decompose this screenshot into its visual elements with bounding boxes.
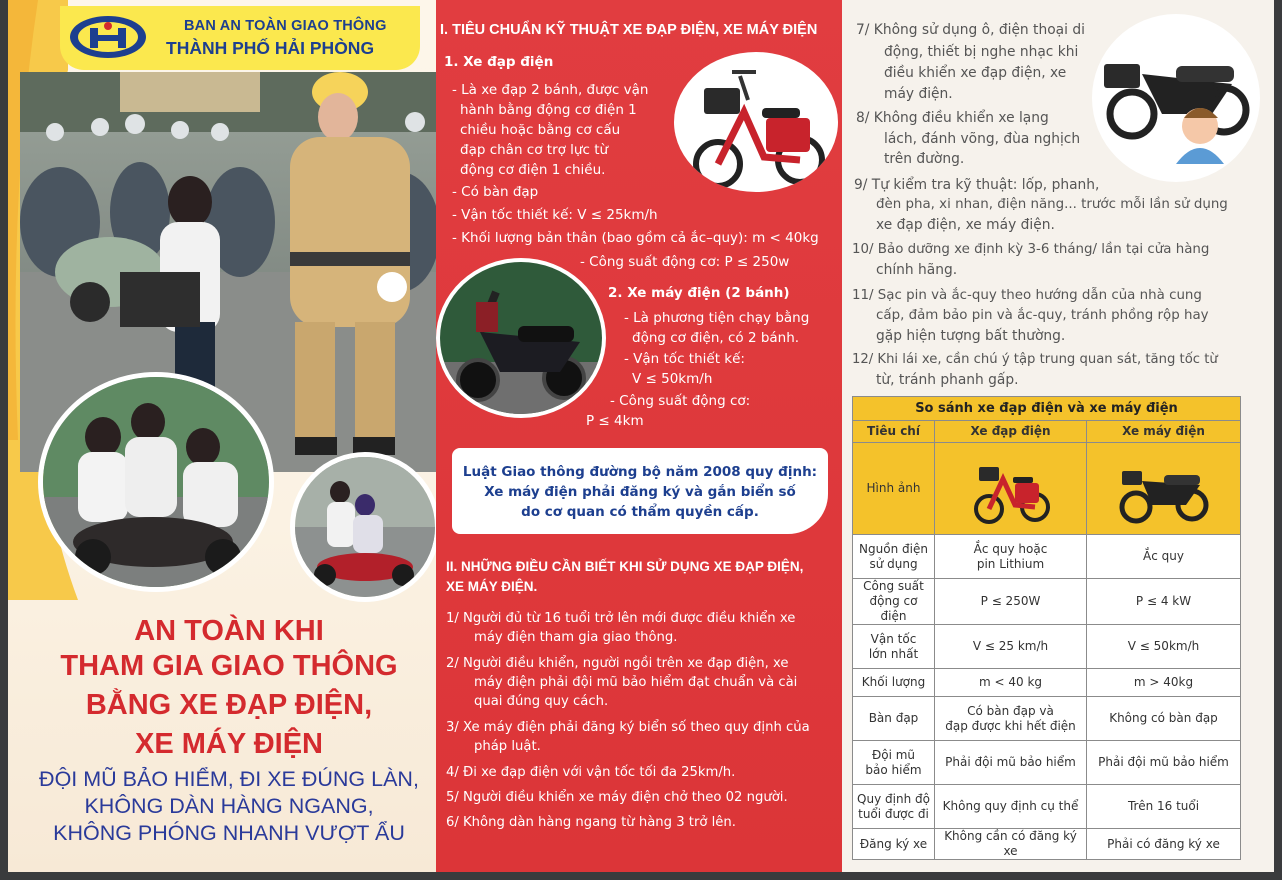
section1-title: I. TIÊU CHUẨN KỸ THUẬT XE ĐẠP ĐIỆN, XE MÁY ĐIỆN <box>440 22 818 38</box>
table-cell-criteria-line: sử dụng <box>869 556 918 571</box>
electric-motorbike-icon <box>1116 451 1212 527</box>
rule-1-line-1: 1/ Người đủ từ 16 tuổi trở lên mới được điều khiển xe <box>446 611 796 626</box>
table-cell-emoto <box>1087 535 1241 579</box>
ebike-line-9: - Công suất động cơ: P ≤ 250w <box>580 254 790 270</box>
table-cell-ebike <box>935 669 1087 697</box>
table-cell-criteria-line: bảo hiểm <box>865 762 922 777</box>
table-cell-ebike <box>935 829 1087 860</box>
emoto-line-6: P ≤ 4km <box>586 413 644 429</box>
electric-bicycle-icon <box>674 52 838 192</box>
rule-11-line-1: 11/ Sạc pin và ắc-quy theo hướng dẫn của nhà cung <box>852 288 1202 303</box>
table-cell-ebike <box>935 741 1087 785</box>
ebike-line-7: - Vận tốc thiết kế: V ≤ 25km/h <box>452 207 658 223</box>
table-cell-criteria-line: tuổi được đi <box>858 806 929 821</box>
table-row <box>853 443 1241 535</box>
table-cell-criteria-line: Bàn đạp <box>868 711 919 725</box>
rule-9-line-1: 9/ Tự kiểm tra kỹ thuật: lốp, phanh, <box>854 177 1100 193</box>
ebike-line-4: đạp chân cơ trợ lực từ <box>460 142 609 158</box>
section2-title-2: XE MÁY ĐIỆN. <box>446 579 538 594</box>
table-header-criteria: Tiêu chí <box>853 421 935 443</box>
rule-7-line-4: máy điện. <box>884 86 953 102</box>
table-cell-ebike <box>935 697 1087 741</box>
title-line-3: BẰNG XE ĐẠP ĐIỆN, <box>85 689 373 721</box>
confused-rider-illustration <box>1092 14 1260 182</box>
rule-2-line-3: quai đúng quy cách. <box>474 694 609 709</box>
table-row <box>853 579 1241 625</box>
table-row <box>853 535 1241 579</box>
table-cell-criteria <box>853 669 935 697</box>
table-row <box>853 785 1241 829</box>
rule-1-line-2: máy điện tham gia giao thông. <box>474 630 678 645</box>
rule-4: 4/ Đi xe đạp điện với vận tốc tối đa 25km/h. <box>446 765 736 780</box>
table-header-ebike: Xe đạp điện <box>935 421 1087 443</box>
table-cell-emoto-line: Phải đội mũ bảo hiểm <box>1098 755 1229 769</box>
table-cell-ebike-line: đạp được khi hết điện <box>945 718 1076 733</box>
ebike-line-6: - Có bàn đạp <box>452 184 539 200</box>
ebike-line-1: - Là xe đạp 2 bánh, được vận <box>452 82 649 98</box>
rule-11-line-2: cấp, đảm bảo pin và ắc-quy, tránh phồng rộp hay <box>876 308 1209 323</box>
table-cell-emoto-line: m > 40kg <box>1133 675 1194 689</box>
section2-title-1: II. NHỮNG ĐIỀU CẦN BIẾT KHI SỬ DỤNG XE ĐẠP ĐIỆN, <box>446 559 804 574</box>
table-cell-ebike-line: Không quy định cụ thể <box>942 799 1079 813</box>
logo-emblem-icon <box>68 14 148 60</box>
table-cell-ebike-line: Ắc quy hoặc <box>973 541 1048 556</box>
title-line-1: AN TOÀN KHI <box>134 615 324 647</box>
cover-panel <box>8 0 438 872</box>
comparison-table <box>852 396 1241 860</box>
table-cell-criteria-line: Đội mũ <box>871 747 916 762</box>
org-name-line2: THÀNH PHỐ HẢI PHÒNG <box>166 38 375 58</box>
table-cell-criteria-line: lớn nhất <box>868 646 919 661</box>
law-line-3: do cơ quan có thẩm quyền cấp. <box>521 504 759 520</box>
table-cell-ebike-line: V ≤ 25 km/h <box>972 639 1049 653</box>
svg-text:?: ? <box>1212 81 1224 105</box>
table-cell-emoto <box>1087 625 1241 669</box>
table-cell-emoto-image <box>1087 443 1241 535</box>
slogan-line-1: ĐỘI MŨ BẢO HIỂM, ĐI XE ĐÚNG LÀN, <box>39 767 419 791</box>
riders-circle-photo <box>38 372 274 592</box>
table-cell-emoto-line: V ≤ 50km/h <box>1127 639 1200 653</box>
table-cell-ebike-line: Không cần có đăng ký xe <box>944 829 1077 858</box>
table-row <box>853 697 1241 741</box>
table-cell-emoto <box>1087 579 1241 625</box>
rule-12-line-1: 12/ Khi lái xe, cần chú ý tập trung quan sát, tăng tốc từ <box>852 352 1218 367</box>
table-row <box>853 741 1241 785</box>
electric-motorbike-icon <box>440 262 602 414</box>
table-cell-criteria-line: động cơ điện <box>869 594 918 623</box>
table-cell-emoto-line: P ≤ 4 kW <box>1135 594 1192 608</box>
rider-circle-photo <box>290 452 438 602</box>
rule-3-line-2: pháp luật. <box>474 739 541 754</box>
table-row <box>853 669 1241 697</box>
table-cell-label: Hình ảnh <box>853 443 935 535</box>
table-cell-criteria <box>853 579 935 625</box>
table-cell-criteria <box>853 625 935 669</box>
comparison-rows <box>853 535 1241 860</box>
ebike-photo <box>674 52 838 192</box>
rule-10-line-1: 10/ Bảo dưỡng xe định kỳ 3-6 tháng/ lần tại cửa hàng <box>852 242 1210 257</box>
emoto-line-2: động cơ điện, có 2 bánh. <box>632 330 800 346</box>
table-cell-ebike <box>935 785 1087 829</box>
table-cell-ebike-line: Có bàn đạp và <box>967 703 1054 718</box>
ebike-line-5: động cơ điện 1 chiều. <box>460 162 606 178</box>
emoto-title: 2. Xe máy điện (2 bánh) <box>608 285 790 301</box>
table-cell-emoto-line: Không có bàn đạp <box>1109 711 1218 725</box>
table-row <box>853 625 1241 669</box>
table-row <box>853 829 1241 860</box>
table-cell-criteria <box>853 741 935 785</box>
rule-5: 5/ Người điều khiển xe máy điện chở theo 02 người. <box>446 790 788 805</box>
table-cell-criteria-line: Vận tốc <box>870 631 917 646</box>
table-cell-emoto <box>1087 697 1241 741</box>
table-cell-ebike <box>935 535 1087 579</box>
law-line-2: Xe máy điện phải đăng ký và gắn biển số <box>484 484 796 500</box>
rule-9-line-2: đèn pha, xi nhan, điện năng... trước mỗi lần sử dụng <box>876 197 1228 212</box>
standards-panel <box>436 0 842 872</box>
rule-6: 6/ Không dàn hàng ngang từ hàng 3 trở lên. <box>446 815 736 830</box>
rule-8-line-1: 8/ Không điều khiển xe lạng <box>856 110 1049 126</box>
rule-2-line-1: 2/ Người điều khiển, người ngồi trên xe đạp điện, xe <box>446 656 789 671</box>
table-header-emoto: Xe máy điện <box>1087 421 1241 443</box>
table-cell-emoto <box>1087 785 1241 829</box>
table-cell-emoto-line: Phải có đăng ký xe <box>1107 836 1220 851</box>
table-cell-ebike-line: P ≤ 250W <box>980 594 1041 608</box>
table-cell-ebike <box>935 625 1087 669</box>
rule-3-line-1: 3/ Xe máy điện phải đăng ký biển số theo quy định của <box>446 720 810 735</box>
rule-8-line-2: lách, đánh võng, đùa nghịch <box>884 131 1081 147</box>
slogan-line-3: KHÔNG PHÓNG NHANH VƯỢT ẨU <box>53 821 405 845</box>
electric-bicycle-icon <box>971 451 1051 527</box>
table-cell-criteria <box>853 785 935 829</box>
title-line-2: THAM GIA GIAO THÔNG <box>60 650 398 682</box>
table-cell-ebike <box>935 579 1087 625</box>
rule-7-line-2: động, thiết bị nghe nhạc khi <box>884 44 1079 60</box>
law-callout <box>452 448 828 534</box>
org-name-line1: BAN AN TOÀN GIAO THÔNG <box>184 18 387 34</box>
table-cell-emoto <box>1087 669 1241 697</box>
law-line-1: Luật Giao thông đường bộ năm 2008 quy định: <box>462 464 818 480</box>
table-caption: So sánh xe đạp điện và xe máy điện <box>853 397 1241 421</box>
table-cell-criteria-line: Nguồn điện <box>859 541 928 556</box>
ebike-line-3: chiều hoặc bằng cơ cấu <box>460 122 621 138</box>
rule-8-line-3: trên đường. <box>884 151 965 167</box>
table-cell-emoto <box>1087 829 1241 860</box>
emoto-line-1: - Là phương tiện chạy bằng <box>624 310 810 326</box>
table-cell-criteria <box>853 829 935 860</box>
table-cell-emoto-line: Ắc quy <box>1143 549 1184 563</box>
table-cell-criteria-line: Công suất <box>863 579 924 593</box>
table-cell-emoto-line: Trên 16 tuổi <box>1127 799 1200 813</box>
table-cell-ebike-line: m < 40 kg <box>978 675 1043 689</box>
table-cell-criteria-line: Đăng ký xe <box>859 836 928 851</box>
ebike-line-2: hành bằng động cơ điện 1 <box>460 102 637 118</box>
table-cell-emoto <box>1087 741 1241 785</box>
table-cell-criteria <box>853 697 935 741</box>
table-cell-criteria-line: Quy định độ <box>857 791 930 806</box>
slogan-line-2: KHÔNG DÀN HÀNG NGANG, <box>84 794 374 818</box>
rule-7-line-3: điều khiển xe đạp điện, xe <box>884 65 1067 81</box>
rule-11-line-3: gặp hiện tượng bất thường. <box>876 328 1066 344</box>
table-cell-criteria <box>853 535 935 579</box>
ebike-line-8: - Khối lượng bản thân (bao gồm cả ắc–quy): m < 40kg <box>452 230 819 246</box>
ebike-title: 1. Xe đạp điện <box>444 54 554 70</box>
rules-panel <box>842 0 1274 872</box>
table-cell-ebike-image <box>935 443 1087 535</box>
emoto-line-5: - Công suất động cơ: <box>610 393 751 409</box>
table-cell-ebike-line: pin Lithium <box>976 556 1045 571</box>
confused-person-icon <box>1092 14 1260 182</box>
rule-7-line-1: 7/ Không sử dụng ô, điện thoại di <box>856 22 1085 38</box>
table-cell-ebike-line: Phải đội mũ bảo hiểm <box>945 755 1076 769</box>
title-line-4: XE MÁY ĐIỆN <box>134 728 323 760</box>
rule-12-line-2: từ, tránh phanh gấp. <box>876 372 1019 388</box>
emoto-line-3: - Vận tốc thiết kế: <box>624 351 745 367</box>
table-cell-criteria-line: Khối lượng <box>861 675 926 689</box>
rule-10-line-2: chính hãng. <box>876 262 958 278</box>
emoto-photo <box>436 258 606 418</box>
emoto-line-4: V ≤ 50km/h <box>632 371 713 387</box>
rule-2-line-2: máy điện phải đội mũ bảo hiểm đạt chuẩn và cài <box>474 675 798 690</box>
rule-9-line-3: xe đạp điện, xe máy điện. <box>876 217 1055 233</box>
